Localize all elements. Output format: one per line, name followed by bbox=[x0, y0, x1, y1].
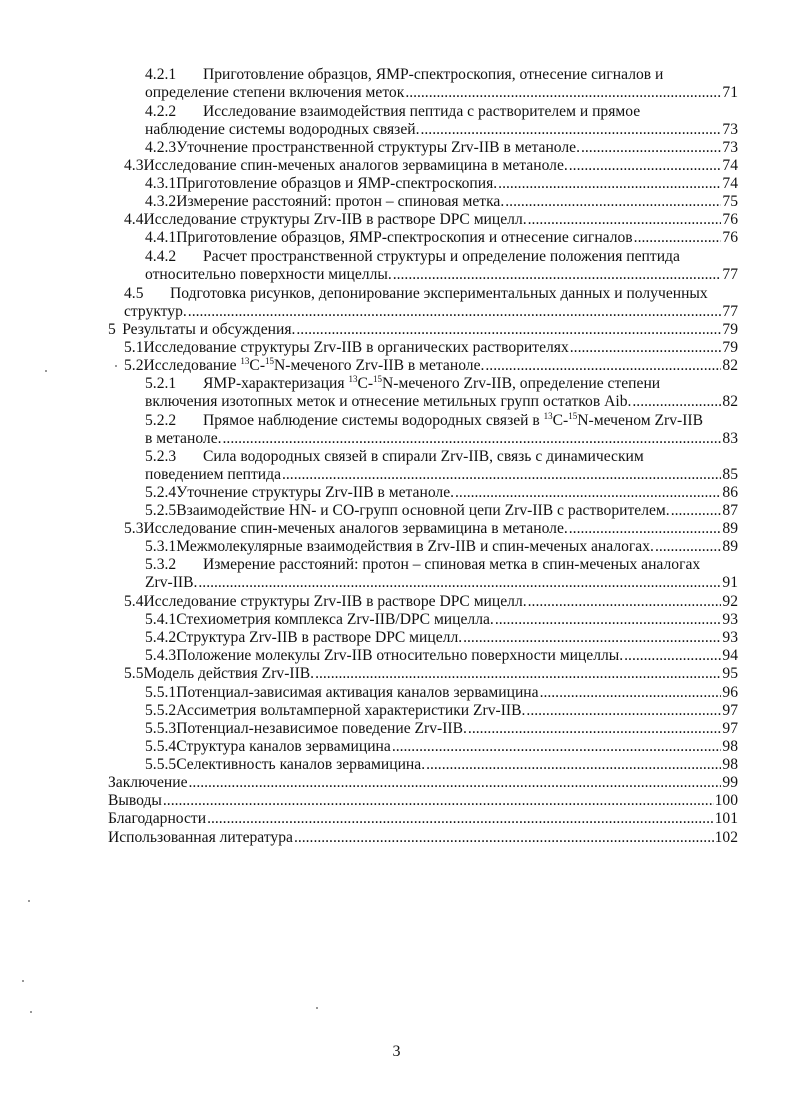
scan-speck bbox=[316, 1007, 318, 1009]
toc-number: 5 bbox=[108, 321, 116, 338]
dot-leader bbox=[393, 266, 722, 284]
dot-leader bbox=[189, 774, 722, 792]
toc-number: 5.5.2 bbox=[145, 702, 177, 719]
toc-page-number: 77 bbox=[722, 266, 738, 283]
toc-page-number: 98 bbox=[722, 738, 738, 755]
dot-leader bbox=[296, 321, 721, 339]
dot-leader bbox=[569, 520, 722, 538]
toc-number: 5.4 bbox=[124, 593, 144, 610]
toc-page-number: 82 bbox=[722, 393, 738, 410]
toc-title: Структура каналов зервамицина bbox=[176, 738, 391, 755]
toc-page-number: 99 bbox=[722, 774, 738, 791]
toc-number: 4.4 bbox=[124, 211, 144, 228]
toc-number: 5.5.5 bbox=[145, 756, 177, 773]
toc-title: Измерение расстояний: протон – спиновая метка в спин-меченых аналогах bbox=[203, 556, 701, 573]
dot-leader bbox=[392, 738, 722, 756]
dot-leader bbox=[528, 593, 722, 611]
toc-number: 4.4.2 bbox=[145, 248, 177, 265]
dot-leader bbox=[455, 484, 721, 502]
dot-leader bbox=[223, 430, 722, 448]
toc-number: 5.2.1 bbox=[145, 375, 177, 392]
toc-page-number: 74 bbox=[722, 157, 738, 174]
toc-title: Ассиметрия вольтамперной характеристики Zrv-IIB. bbox=[176, 702, 526, 719]
toc-page-number: 85 bbox=[722, 466, 738, 483]
toc-title: Селективность каналов зервамицина. bbox=[176, 756, 426, 773]
toc-page-number: 73 bbox=[722, 121, 738, 138]
toc-number: 5.2.2 bbox=[145, 412, 177, 429]
page-number: 3 bbox=[392, 1043, 401, 1060]
toc-title: Исследование взаимодействия пептида с растворителем и прямое bbox=[203, 103, 641, 120]
toc-page-number: 96 bbox=[722, 684, 738, 701]
dot-leader bbox=[540, 684, 722, 702]
toc-page-number: 95 bbox=[722, 665, 738, 682]
dot-leader bbox=[207, 810, 714, 828]
toc-title: Исследование $^{13}$C-$^{15}$N-меченого Zrv-IIB в метаноле. bbox=[143, 356, 485, 374]
toc-number: 5.3.2 bbox=[145, 556, 177, 573]
dot-leader bbox=[495, 611, 722, 629]
toc-title: Заключение bbox=[108, 774, 188, 791]
toc-number: 4.5 bbox=[124, 285, 144, 302]
toc-number: 5.2.3 bbox=[145, 448, 177, 465]
toc-number: 4.2.1 bbox=[145, 66, 177, 83]
toc-title: структур. bbox=[124, 303, 187, 320]
dot-leader bbox=[569, 157, 722, 175]
toc-page-number: 101 bbox=[714, 810, 738, 827]
toc-number: 5.5.4 bbox=[145, 738, 177, 755]
toc-title: Использованная литература bbox=[108, 829, 293, 846]
toc-number: 5.2.4 bbox=[145, 484, 177, 501]
toc-title: Стехиометрия комплекса Zrv-IIB/DPC мицелла. bbox=[176, 611, 494, 628]
toc-page-number: 89 bbox=[722, 538, 738, 555]
dot-leader bbox=[655, 538, 721, 556]
toc-title: Результаты и обсуждения. bbox=[122, 321, 296, 338]
toc-page-number: 102 bbox=[714, 829, 738, 846]
toc-page-number: 93 bbox=[722, 611, 738, 628]
scan-speck bbox=[28, 900, 30, 902]
toc-title: Уточнение структуры Zrv-IIB в метаноле. bbox=[176, 484, 455, 501]
scan-speck bbox=[22, 980, 24, 982]
dot-leader bbox=[426, 756, 721, 774]
dot-leader bbox=[485, 357, 721, 375]
toc-number: 5.2.5 bbox=[145, 502, 177, 519]
toc-title: Межмолекулярные взаимодействия в Zrv-IIB и спин-меченых аналогах. bbox=[176, 538, 654, 555]
toc-number: 5.3.1 bbox=[145, 538, 177, 555]
dot-leader bbox=[581, 139, 721, 157]
dot-leader bbox=[198, 574, 721, 592]
toc-title: Приготовление образцов и ЯМР-спектроскопия. bbox=[176, 175, 498, 192]
dot-leader bbox=[315, 665, 721, 683]
dot-leader bbox=[294, 829, 714, 847]
toc-title: Выводы bbox=[108, 792, 162, 809]
toc-title: Zrv-IIB. bbox=[145, 574, 198, 591]
scan-speck bbox=[45, 370, 47, 372]
dot-leader bbox=[632, 393, 721, 411]
toc-number: 5.4.2 bbox=[145, 629, 177, 646]
toc-number: 5.1 bbox=[124, 339, 144, 356]
dot-leader bbox=[463, 629, 721, 647]
toc-page-number: 92 bbox=[722, 593, 738, 610]
dot-leader bbox=[163, 792, 714, 810]
toc-title: Потенциал-зависимая активация каналов зервамицина bbox=[176, 684, 539, 701]
dot-leader bbox=[468, 720, 721, 738]
toc-number: 4.3.1 bbox=[145, 175, 177, 192]
toc-title: поведением пептида bbox=[145, 466, 281, 483]
toc-number: 5.5.3 bbox=[145, 720, 177, 737]
toc-page-number: 73 bbox=[722, 139, 738, 156]
toc-number: 4.2.2 bbox=[145, 103, 177, 120]
dot-leader bbox=[498, 175, 721, 193]
toc-title: Исследование структуры Zrv-IIB в растворе DPC мицелл. bbox=[143, 211, 527, 228]
toc-title: включения изотопных меток и отнесение метильных групп остатков Aib. bbox=[145, 393, 632, 410]
dot-leader bbox=[528, 211, 722, 229]
toc-number: 5.4.1 bbox=[145, 611, 177, 628]
toc-title: относительно поверхности мицеллы. bbox=[145, 266, 392, 283]
dot-leader bbox=[505, 193, 721, 211]
toc-page-number: 98 bbox=[722, 756, 738, 773]
toc-title: ЯМР-характеризация $^{13}$C-$^{15}$N-меченого Zrv-IIB, определение степени bbox=[203, 374, 661, 392]
toc-number: 5.5.1 bbox=[145, 684, 177, 701]
toc-page-number: 71 bbox=[722, 84, 738, 101]
toc-page-number: 94 bbox=[722, 647, 738, 664]
toc-title: Приготовление образцов, ЯМР-спектроскопия и отнесение сигналов bbox=[176, 229, 633, 246]
toc-title: в метаноле. bbox=[145, 430, 222, 447]
toc-title: Структура Zrv-IIB в растворе DPC мицелл. bbox=[176, 629, 463, 646]
toc-title: Исследование спин-меченых аналогов зервамицина в метаноле. bbox=[143, 520, 568, 537]
toc-page-number: 83 bbox=[722, 430, 738, 447]
dot-leader bbox=[526, 702, 721, 720]
dot-leader bbox=[282, 466, 721, 484]
toc-title: Сила водородных связей в спирали Zrv-IIB, связь с динамическим bbox=[203, 448, 644, 465]
toc-title: Потенциал-независимое поведение Zrv-IIB. bbox=[176, 720, 467, 737]
toc-title: Прямое наблюдение системы водородных связей в $^{13}$C-$^{15}$N-меченом Zrv-IIB bbox=[203, 411, 703, 429]
toc-number: 4.3 bbox=[124, 157, 144, 174]
dot-leader bbox=[405, 84, 721, 102]
toc-title: Взаимодействие HN- и CO-групп основной цепи Zrv-IIB с растворителем. bbox=[176, 502, 670, 519]
toc-page-number: 91 bbox=[722, 574, 738, 591]
toc-title: Измерение расстояний: протон – спиновая метка. bbox=[176, 193, 505, 210]
scan-speck bbox=[30, 1011, 32, 1013]
toc-page-number: 97 bbox=[722, 720, 738, 737]
toc-page-number: 77 bbox=[722, 303, 738, 320]
toc-title: Подготовка рисунков, депонирование экспериментальных данных и полученных bbox=[170, 285, 708, 302]
toc-title: наблюдение системы водородных связей. bbox=[145, 121, 420, 138]
toc-title: Приготовление образцов, ЯМР-спектроскопия, отнесение сигналов и bbox=[203, 66, 664, 83]
toc-title: Исследование структуры Zrv-IIB в органических растворителях bbox=[143, 339, 569, 356]
toc-page-number: 93 bbox=[722, 629, 738, 646]
toc-number: 4.3.2 bbox=[145, 193, 177, 210]
toc-page-number: 79 bbox=[722, 339, 738, 356]
toc-number: 5.4.3 bbox=[145, 647, 177, 664]
toc-page-number: 87 bbox=[722, 502, 738, 519]
dot-leader bbox=[421, 121, 722, 139]
toc-page-number: 82 bbox=[722, 357, 738, 374]
toc-page-number: 97 bbox=[722, 702, 738, 719]
toc-number: 5.3 bbox=[124, 520, 144, 537]
toc-page-number: 74 bbox=[722, 175, 738, 192]
toc-page-number: 76 bbox=[722, 229, 738, 246]
toc-page-number: 100 bbox=[714, 792, 738, 809]
dot-leader bbox=[570, 339, 722, 357]
toc-number: 4.2.3 bbox=[145, 139, 177, 156]
toc-page-number: 89 bbox=[722, 520, 738, 537]
toc-number: 4.4.1 bbox=[145, 229, 177, 246]
toc-title: Благодарности bbox=[108, 810, 207, 827]
toc-title: Модель действия Zrv-IIB. bbox=[143, 665, 315, 682]
toc-page-number: 75 bbox=[722, 193, 738, 210]
toc-title: Расчет пространственной структуры и определение положения пептида bbox=[203, 248, 680, 265]
toc-title: Уточнение пространственной структуры Zrv-IIB в метаноле. bbox=[176, 139, 580, 156]
toc-page-number: 79 bbox=[722, 321, 738, 338]
dot-leader bbox=[188, 303, 722, 321]
dot-leader bbox=[624, 647, 721, 665]
dot-leader bbox=[671, 502, 722, 520]
toc-number: 5.5 bbox=[124, 665, 144, 682]
scan-speck bbox=[115, 365, 117, 367]
toc-page-number: 86 bbox=[722, 484, 738, 501]
toc-number: 5.2 bbox=[124, 357, 144, 374]
toc-page-number: 76 bbox=[722, 211, 738, 228]
toc-title: Положение молекулы Zrv-IIB относительно поверхности мицеллы. bbox=[176, 647, 624, 664]
toc-title: Исследование структуры Zrv-IIB в растворе DPC мицелл. bbox=[143, 593, 527, 610]
toc-title: Исследование спин-меченых аналогов зервамицина в метаноле. bbox=[143, 157, 568, 174]
toc-title: определение степени включения меток bbox=[145, 84, 405, 101]
dot-leader bbox=[634, 229, 722, 247]
